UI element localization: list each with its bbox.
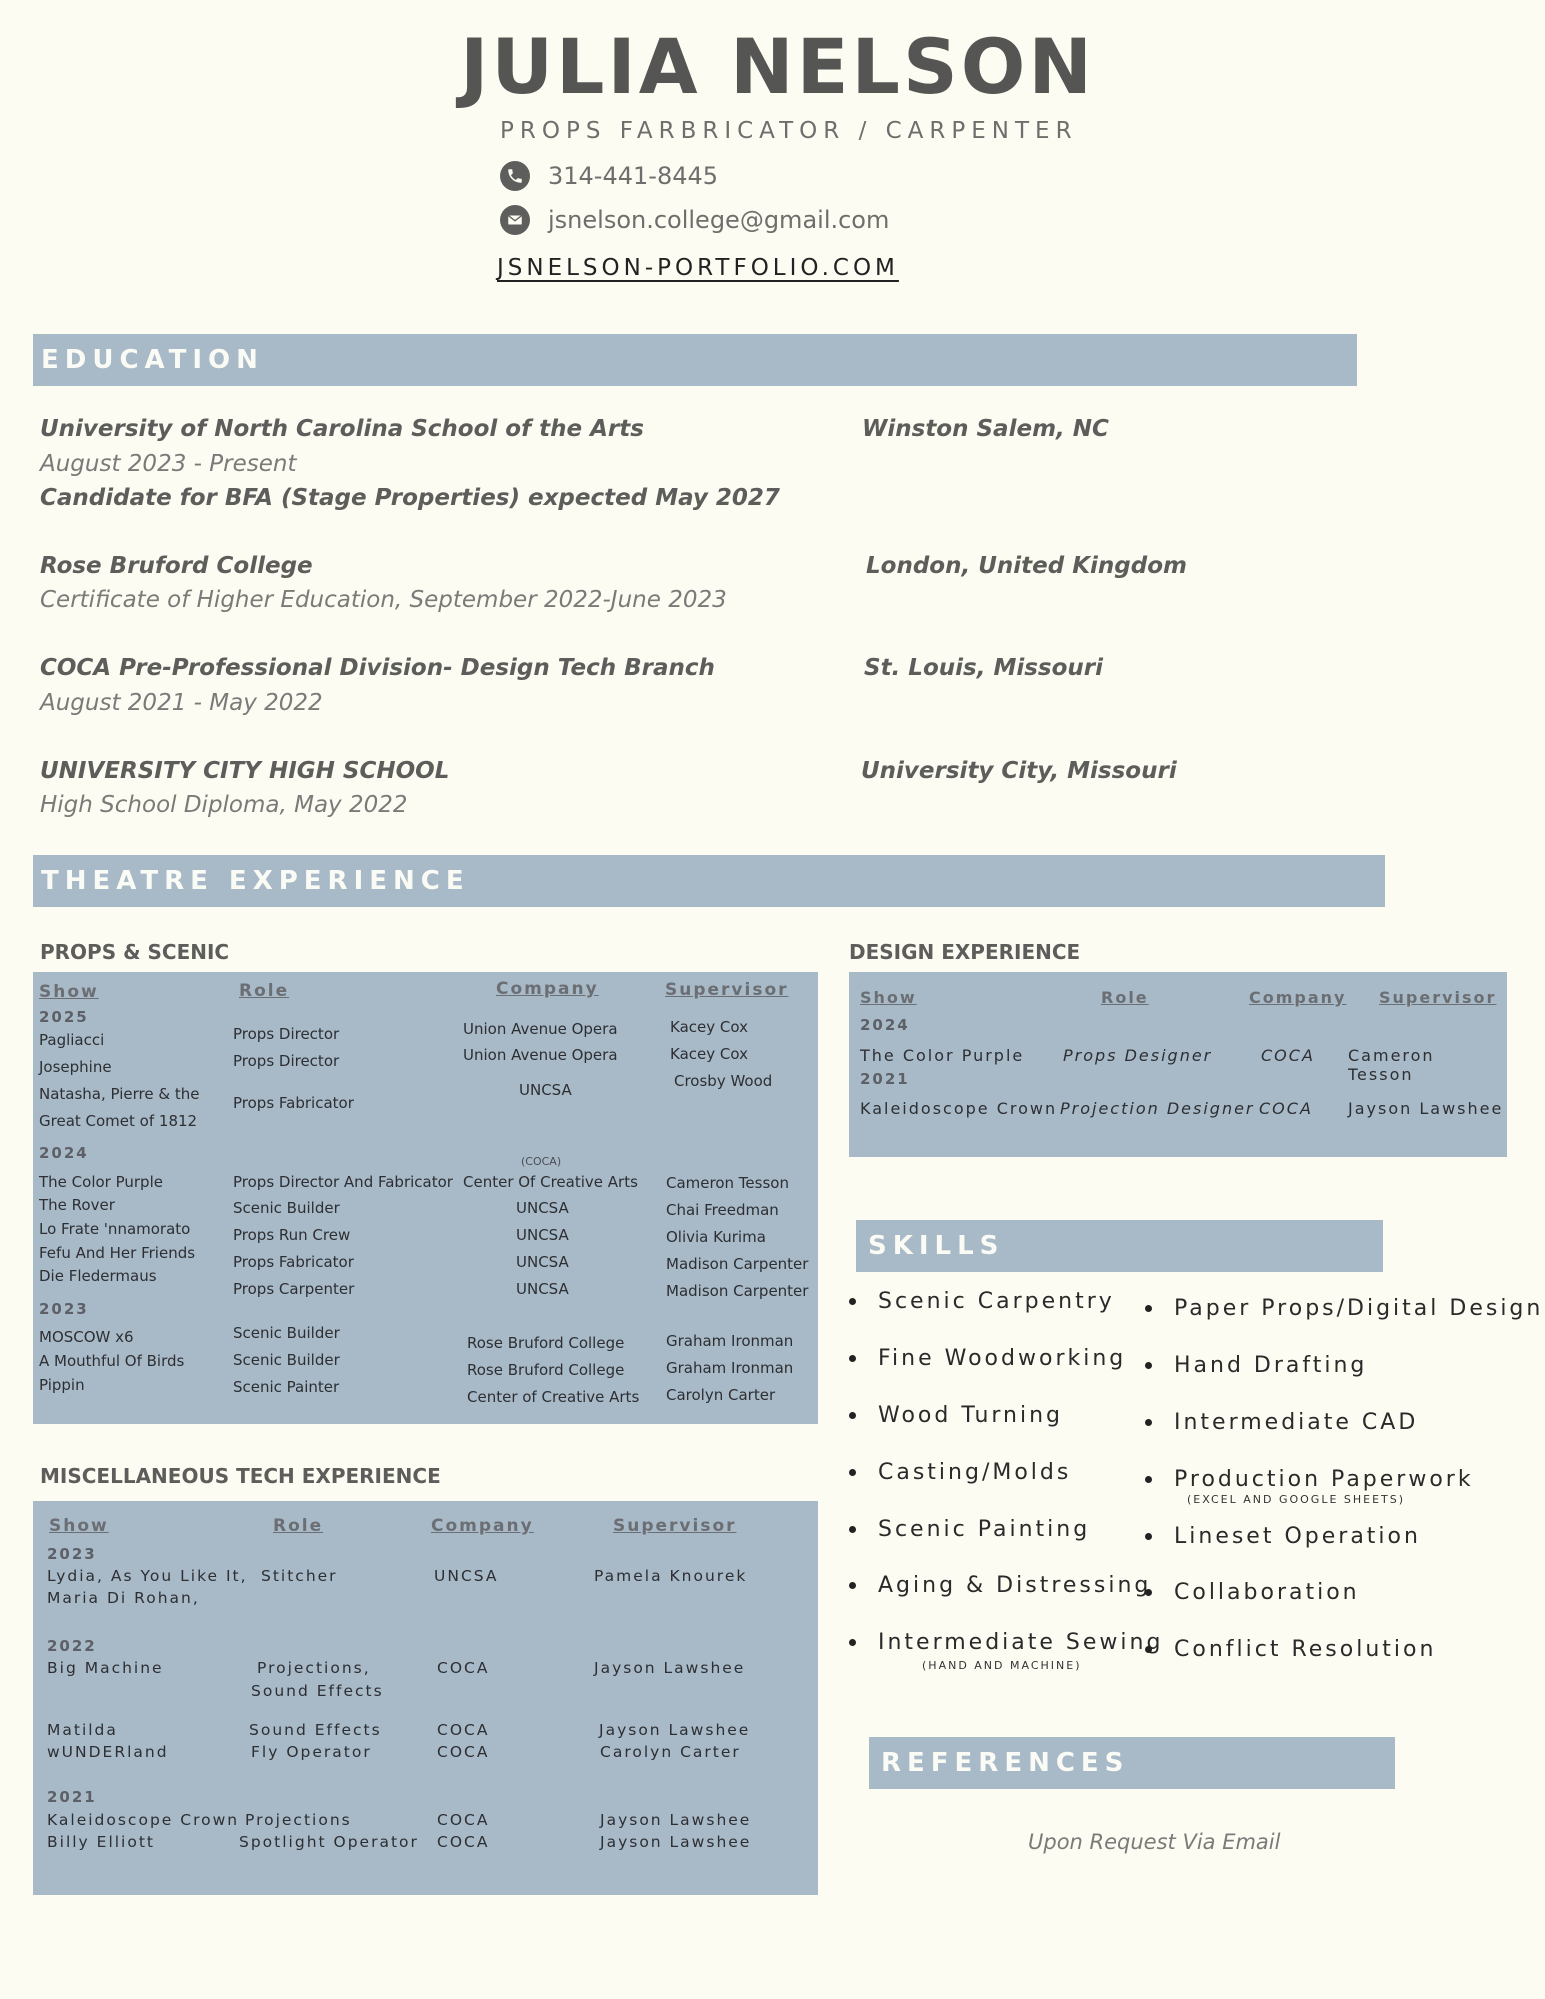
skill-item: Intermediate CAD	[1145, 1410, 1418, 1435]
company-cell: COCA	[437, 1721, 490, 1739]
year-label: 2022	[47, 1637, 97, 1655]
design-heading: DESIGN EXPERIENCE	[849, 940, 1081, 964]
supervisor-cell: Graham Ironman	[666, 1359, 794, 1377]
year-label: 2025	[39, 1008, 89, 1026]
supervisor-cell: Jayson Lawshee	[600, 1811, 752, 1829]
show-cell: Lydia, As You Like It,	[47, 1567, 248, 1585]
company-cell: COCA	[437, 1743, 490, 1761]
skill-item: Intermediate Sewing	[849, 1630, 1163, 1655]
show-cell: Big Machine	[47, 1659, 164, 1677]
edu-location: Winston Salem, NC	[862, 416, 1109, 442]
skill-note: (HAND AND MACHINE)	[922, 1659, 1082, 1672]
edu-detail: Candidate for BFA (Stage Properties) expected May 2027	[40, 485, 780, 511]
role-cell: Spotlight Operator	[239, 1833, 419, 1851]
year-label: 2023	[47, 1545, 97, 1563]
role-cell: Projections	[245, 1811, 352, 1829]
education-heading: EDUCATION	[33, 334, 1357, 386]
company-cell: COCA	[1259, 1099, 1313, 1118]
supervisor-cell: Carolyn Carter	[666, 1386, 776, 1404]
company-cell: UNCSA	[519, 1081, 572, 1099]
show-cell: The Color Purple	[860, 1046, 1025, 1065]
edu-school: COCA Pre-Professional Division- Design Tech Branch	[40, 655, 715, 681]
skill-item: Casting/Molds	[849, 1460, 1071, 1485]
skill-item: Lineset Operation	[1145, 1524, 1421, 1549]
resume-name: JULIA NELSON	[460, 22, 1095, 111]
theatre-heading: THEATRE EXPERIENCE	[33, 855, 1385, 907]
company-cell: Union Avenue Opera	[463, 1020, 618, 1038]
role-cell: Props Fabricator	[233, 1094, 354, 1112]
role-cell: Props Carpenter	[233, 1280, 355, 1298]
show-cell-cont: Great Comet of 1812	[39, 1112, 198, 1130]
skill-item: Hand Drafting	[1145, 1353, 1367, 1378]
email-address[interactable]: jsnelson.college@gmail.com	[548, 206, 890, 234]
portfolio-link[interactable]: JSNELSON-PORTFOLIO.COM	[497, 255, 899, 281]
role-cell: Scenic Builder	[233, 1199, 340, 1217]
edu-location: St. Louis, Missouri	[864, 655, 1104, 681]
role-cell: Props Director	[233, 1025, 340, 1043]
supervisor-cell: Jayson Lawshee	[594, 1659, 746, 1677]
skill-item: Aging & Distressing	[849, 1573, 1151, 1598]
skill-item: Collaboration	[1145, 1580, 1360, 1605]
skill-item: Scenic Carpentry	[849, 1289, 1115, 1314]
role-cell: Sound Effects	[249, 1721, 382, 1739]
company-cell: Rose Bruford College	[467, 1361, 625, 1379]
supervisor-cell: Kacey Cox	[670, 1018, 748, 1036]
edu-location: London, United Kingdom	[866, 553, 1187, 579]
company-cell: UNCSA	[516, 1199, 569, 1217]
edu-location: University City, Missouri	[861, 758, 1177, 784]
skill-item: Paper Props/Digital Design	[1145, 1296, 1543, 1321]
show-cell: MOSCOW x6	[39, 1328, 134, 1346]
company-cell: COCA	[1261, 1046, 1315, 1065]
company-cell: COCA	[437, 1833, 490, 1851]
misc-tech-table	[33, 1501, 818, 1895]
mail-icon	[500, 205, 530, 235]
company-cell: Union Avenue Opera	[463, 1046, 618, 1064]
skills-heading: SKILLS	[856, 1220, 1383, 1272]
year-label: 2023	[39, 1300, 89, 1318]
show-cell: Die Fledermaus	[39, 1267, 157, 1285]
show-cell: Pagliacci	[39, 1031, 105, 1049]
role-cell: Scenic Painter	[233, 1378, 340, 1396]
company-cell: UNCSA	[516, 1280, 569, 1298]
show-cell: Josephine	[39, 1058, 112, 1076]
references-heading: REFERENCES	[869, 1737, 1395, 1789]
col-role-header: Role	[1101, 988, 1149, 1007]
role-cell: Scenic Builder	[233, 1324, 340, 1342]
col-role-header: Role	[239, 981, 290, 1001]
supervisor-cell: Jayson Lawshee	[1348, 1099, 1504, 1118]
supervisor-cell: Cameron Tesson	[666, 1174, 789, 1192]
col-supervisor-header: Supervisor	[665, 980, 789, 1000]
col-show-header: Show	[860, 988, 917, 1007]
supervisor-cell: Olivia Kurima	[666, 1228, 766, 1246]
show-cell: Kaleidoscope Crown	[47, 1811, 240, 1829]
show-cell: Fefu And Her Friends	[39, 1244, 196, 1262]
role-cell-cont: Sound Effects	[251, 1682, 384, 1700]
company-cell: Rose Bruford College	[467, 1334, 625, 1352]
misc-tech-heading: MISCELLANEOUS TECH EXPERIENCE	[40, 1464, 441, 1488]
edu-school: UNIVERSITY CITY HIGH SCHOOL	[40, 758, 450, 784]
supervisor-cell: Chai Freedman	[666, 1201, 779, 1219]
references-text: Upon Request Via Email	[1028, 1830, 1281, 1854]
company-cell: UNCSA	[516, 1253, 569, 1271]
company-cell: COCA	[437, 1659, 490, 1677]
role-cell: Fly Operator	[251, 1743, 372, 1761]
company-note: (COCA)	[521, 1155, 562, 1168]
company-cell: UNCSA	[516, 1226, 569, 1244]
supervisor-cell: Kacey Cox	[670, 1045, 748, 1063]
supervisor-cell: Pamela Knourek	[594, 1567, 748, 1585]
skill-item: Fine Woodworking	[849, 1346, 1126, 1371]
col-supervisor-header: Supervisor	[613, 1516, 737, 1536]
design-table	[849, 972, 1507, 1157]
phone-number: 314-441-8445	[548, 162, 719, 190]
role-cell: Projections,	[257, 1659, 371, 1677]
supervisor-cell: Madison Carpenter	[666, 1255, 809, 1273]
edu-dates: August 2023 - Present	[40, 451, 297, 477]
role-cell: Props Designer	[1063, 1046, 1213, 1065]
show-cell: Kaleidoscope Crown	[860, 1099, 1058, 1118]
year-label: 2024	[860, 1016, 910, 1034]
show-cell: Pippin	[39, 1376, 85, 1394]
supervisor-cell: Crosby Wood	[674, 1072, 773, 1090]
col-company-header: Company	[496, 979, 599, 999]
company-cell: COCA	[437, 1811, 490, 1829]
phone-row	[500, 161, 718, 191]
show-cell: Natasha, Pierre & the	[39, 1085, 200, 1103]
supervisor-cell: Cameron Tesson	[1348, 1046, 1435, 1084]
col-company-header: Company	[1249, 988, 1347, 1007]
props-scenic-table	[33, 972, 818, 1424]
company-cell: UNCSA	[434, 1567, 499, 1585]
show-cell-cont: Maria Di Rohan,	[47, 1589, 200, 1607]
skill-note: (EXCEL AND GOOGLE SHEETS)	[1187, 1493, 1406, 1506]
supervisor-cell: Jayson Lawshee	[599, 1721, 751, 1739]
resume-title: PROPS FARBRICATOR / CARPENTER	[500, 118, 1078, 144]
show-cell: The Rover	[39, 1196, 115, 1214]
col-show-header: Show	[39, 982, 99, 1002]
role-cell: Props Run Crew	[233, 1226, 351, 1244]
col-show-header: Show	[49, 1516, 109, 1536]
company-cell: Center of Creative Arts	[467, 1388, 640, 1406]
edu-dates: August 2021 - May 2022	[40, 690, 323, 716]
supervisor-cell: Graham Ironman	[666, 1332, 794, 1350]
props-scenic-heading: PROPS & SCENIC	[40, 940, 230, 964]
show-cell: wUNDERland	[47, 1743, 169, 1761]
edu-school: University of North Carolina School of the Arts	[40, 416, 644, 442]
role-cell: Props Director	[233, 1052, 340, 1070]
show-cell: A Mouthful Of Birds	[39, 1352, 185, 1370]
year-label: 2021	[860, 1070, 910, 1088]
show-cell: Matilda	[47, 1721, 118, 1739]
year-label: 2021	[47, 1788, 97, 1806]
edu-dates: High School Diploma, May 2022	[40, 792, 408, 818]
role-cell: Projection Designer	[1060, 1099, 1255, 1118]
supervisor-cell: Madison Carpenter	[666, 1282, 809, 1300]
col-supervisor-header: Supervisor	[1379, 988, 1497, 1007]
skill-item: Scenic Painting	[849, 1517, 1090, 1542]
role-cell: Props Fabricator	[233, 1253, 354, 1271]
supervisor-cell: Carolyn Carter	[600, 1743, 741, 1761]
email-row	[500, 205, 889, 235]
skill-item: Production Paperwork	[1145, 1467, 1474, 1492]
role-cell: Props Director And Fabricator	[233, 1173, 453, 1191]
role-cell: Scenic Builder	[233, 1351, 340, 1369]
role-cell: Stitcher	[261, 1567, 338, 1585]
skill-item: Wood Turning	[849, 1403, 1063, 1428]
col-company-header: Company	[431, 1516, 534, 1536]
company-cell: Center Of Creative Arts	[463, 1173, 638, 1191]
supervisor-cell: Jayson Lawshee	[600, 1833, 752, 1851]
show-cell: Lo Frate 'nnamorato	[39, 1220, 191, 1238]
phone-icon	[500, 161, 530, 191]
year-label: 2024	[39, 1144, 89, 1162]
col-role-header: Role	[273, 1516, 324, 1536]
edu-dates: Certificate of Higher Education, September 2022-June 2023	[40, 587, 727, 613]
show-cell: The Color Purple	[39, 1173, 163, 1191]
show-cell: Billy Elliott	[47, 1833, 156, 1851]
skill-item: Conflict Resolution	[1145, 1637, 1436, 1662]
edu-school: Rose Bruford College	[40, 553, 313, 579]
